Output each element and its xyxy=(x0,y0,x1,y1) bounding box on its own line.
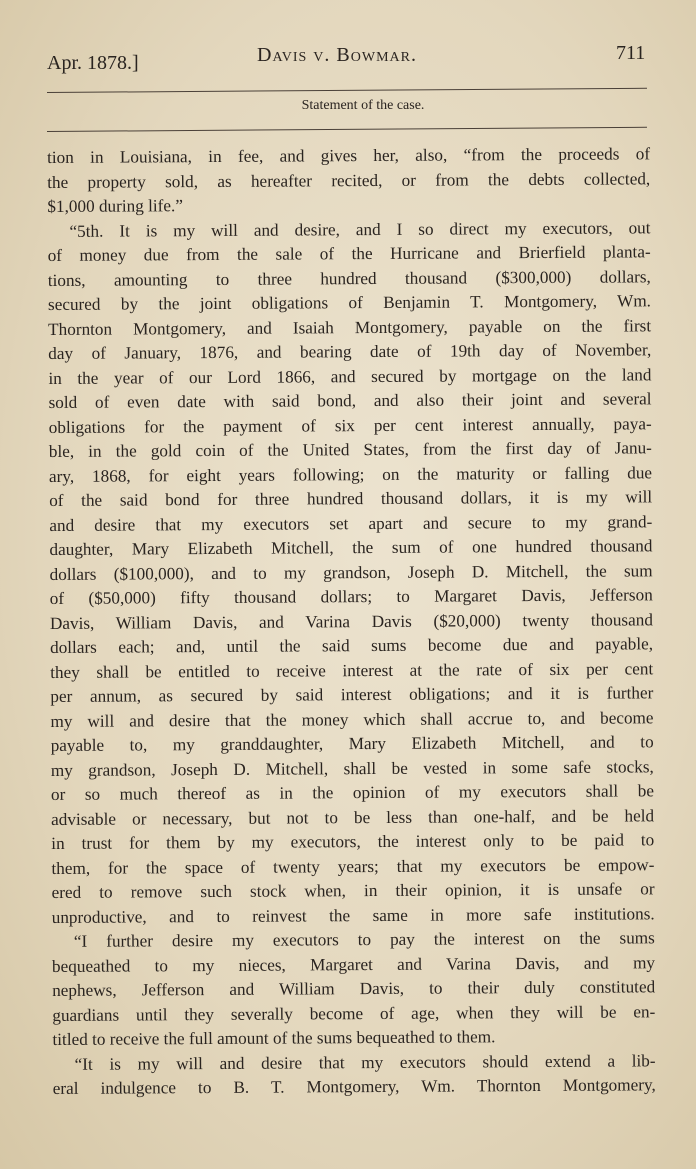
running-head-date: Apr. 1878.] xyxy=(47,52,139,74)
text-line: guardians until they severally become of age, when they will be en- xyxy=(52,1001,656,1025)
text-line: “5th. It is my will and desire, and I so direct my executors, out xyxy=(69,217,651,241)
text-line: my will and desire that the money which shall accrue to, and become xyxy=(50,707,654,731)
text-line: sold of even date with said bond, and also their joint and several xyxy=(48,389,652,412)
text-line: ered to remove such stock when, in their opinion, it is unsafe or xyxy=(51,879,655,902)
text-line: of ($50,000) fifty thousand dollars; to Margaret Davis, Jefferson xyxy=(49,585,653,608)
running-head-title: Davis v. Bowmar. xyxy=(257,44,417,66)
text-line: daughter, Mary Elizabeth Mitchell, the sum of one hundred thousand xyxy=(49,536,653,559)
text-line: bequeathed to my nieces, Margaret and Varina Davis, and my xyxy=(51,952,656,976)
text-line: in the year of our Lord 1866, and secured by mortgage on the land xyxy=(48,364,652,388)
text-line: my grandson, Joseph D. Mitchell, shall be vested in some safe stocks, xyxy=(50,756,654,780)
text-line: of money due from the sale of the Hurricane and Brierfield planta- xyxy=(47,242,651,265)
text-line: they shall be entitled to receive interest at the rate of six per cent xyxy=(50,658,654,682)
text-line: per annum, as secured by said interest obligations; and it is further xyxy=(50,683,654,706)
text-line: nephews, Jefferson and William Davis, to their duly constituted xyxy=(52,977,656,1000)
text-line: or so much thereof as in the opinion of my executors shall be xyxy=(50,781,655,804)
text-line: Thornton Montgomery, and Isaiah Montgomery, payable on the first xyxy=(48,315,652,339)
body-text xyxy=(47,142,656,1101)
text-line: obligations for the payment of six per cent interest annually, paya- xyxy=(48,413,652,437)
text-line: and desire that my executors set apart and secure to my grand- xyxy=(49,511,653,535)
text-line: ble, in the gold coin of the United States, from the first day of Janu- xyxy=(48,438,652,461)
text-line: the property sold, as hereafter recited, or from the debts collected, xyxy=(47,168,651,192)
text-line: Davis, William Davis, and Varina Davis ($20,000) twenty thousand xyxy=(49,609,653,633)
text-line: dollars each; and, until the said sums become due and payable, xyxy=(50,634,654,657)
text-line: titled to receive the full amount of the sums bequeathed to them. xyxy=(52,1027,496,1049)
text-line: payable to, my granddaughter, Mary Elizabeth Mitchell, and to xyxy=(50,732,654,755)
section-subheading: Statement of the case. xyxy=(301,98,425,113)
text-line: tions, amounting to three hundred thousand ($300,000) dollars, xyxy=(47,266,651,290)
text-line: dollars ($100,000), and to my grandson, Joseph D. Mitchell, the sum xyxy=(49,560,653,584)
text-line: “It is my will and desire that my executors should extend a lib- xyxy=(74,1050,656,1074)
page-number: 711 xyxy=(616,42,646,64)
text-line: in trust for them by my executors, the interest only to be paid to xyxy=(51,830,655,853)
header-rule-top xyxy=(47,88,647,93)
text-line: $1,000 during life.” xyxy=(47,196,183,216)
text-line: “I further desire my executors to pay the interest on the sums xyxy=(73,928,655,951)
text-line: tion in Louisiana, in fee, and gives her, also, “from the proceeds of xyxy=(47,144,651,167)
text-line: of the said bond for three hundred thousand dollars, it is my will xyxy=(49,487,653,510)
text-line: ary, 1868, for eight years following; on the maturity or falling due xyxy=(48,462,653,486)
text-line: them, for the space of twenty years; that my executors be empow- xyxy=(51,854,655,878)
text-line: day of January, 1876, and bearing date of 19th day of November, xyxy=(48,340,652,363)
text-line: eral indulgence to B. T. Montgomery, Wm. Thornton Montgomery, xyxy=(52,1075,656,1098)
text-line: advisable or necessary, but not to be less than one-half, and be held xyxy=(51,805,655,829)
text-line: unproductive, and to reinvest the same in more safe institutions. xyxy=(51,903,655,927)
header-rule-bottom xyxy=(47,127,647,132)
text-line: secured by the joint obligations of Benjamin T. Montgomery, Wm. xyxy=(47,291,652,314)
